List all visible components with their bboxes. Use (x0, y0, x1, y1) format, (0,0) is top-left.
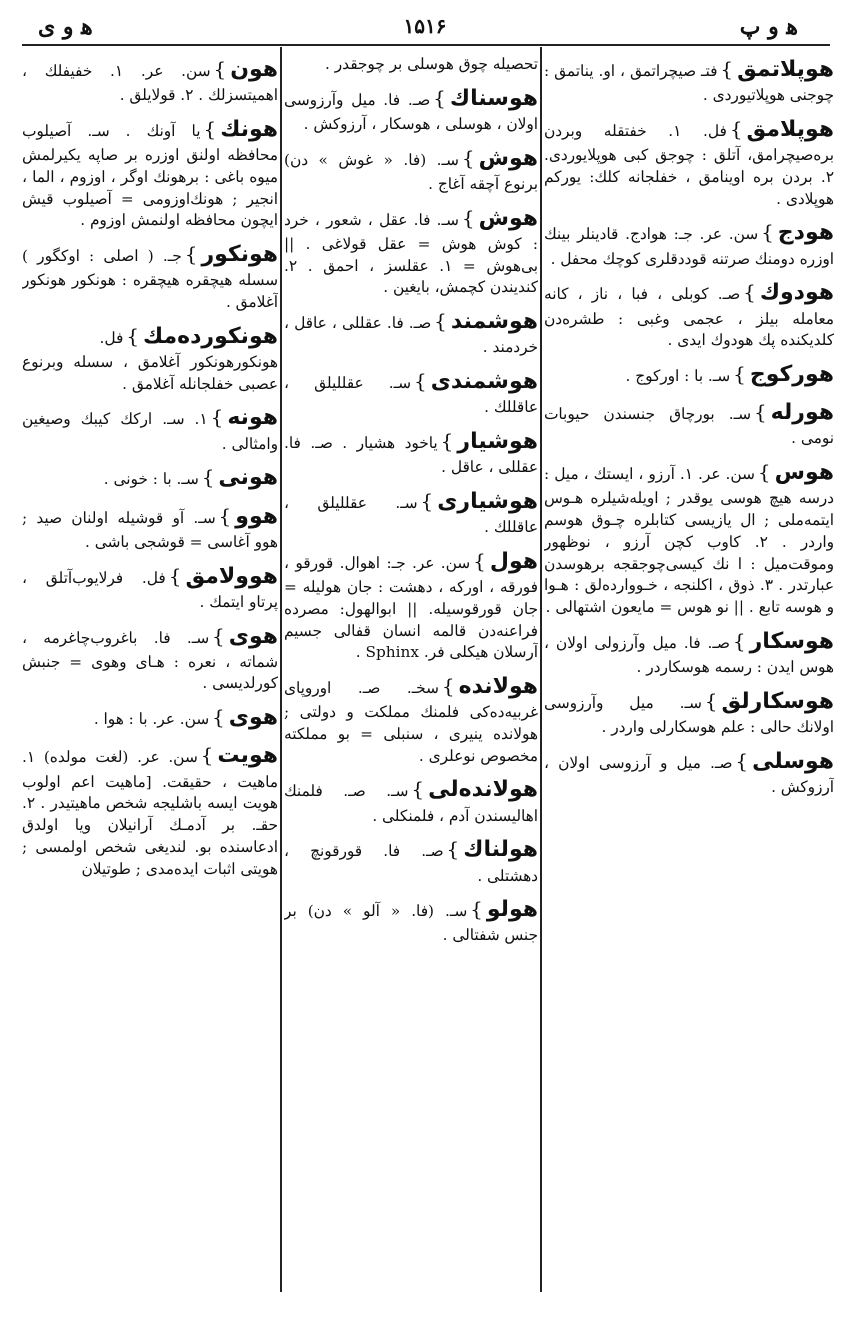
entry-brace: } (203, 116, 217, 141)
entry-headword: هونکورده‌مك (143, 323, 278, 349)
dictionary-entry (22, 740, 278, 880)
entry-headword: هوپلامق (746, 116, 834, 142)
entry-definition: صـ. میل و آرزوسی اولان ، آرزوکش . (544, 753, 834, 796)
entry-definition: سـ. عقللیلق ، عاقللك . (284, 493, 538, 537)
entry-headword: هوشیار (457, 428, 538, 454)
dictionary-entry (544, 217, 834, 270)
entry-brace: } (732, 628, 746, 653)
entry-definition: صـ. فا. قورقونچ ، دهشتلی . (284, 842, 538, 885)
entry-headword: هولانده‌لی (428, 777, 538, 803)
dictionary-entry (22, 54, 278, 107)
entry-headword: هونه (227, 405, 278, 431)
entry-headword: هولناك (463, 837, 538, 863)
dictionary-entry (544, 457, 834, 619)
entry-definition: سن. عر. جـ: اهوال. قورقو ، فورقه ، اورکه ، دهشت : جان هولیله = جان قورقوسیله. || ابوالهول: مصرده فراعنه‌دن قالمه انسان قفالی جسیم آرسلان هیکلی فر. Sphinx . (284, 553, 538, 662)
dictionary-entry (284, 54, 538, 76)
entry-headword: هونی (218, 465, 278, 491)
entry-definition: صـ. فا. میل وآرزوسی اولان ، هوسلی ، هوسکار ، آرزوکش . (284, 90, 538, 133)
entry-headword: هودوك (759, 280, 834, 306)
entry-headword: هویت (217, 743, 278, 769)
entry-definition: جـ. ( اصلی : اوکگور ) سسله هیچقره هیچقره : هونکور هونکور آغلامق . (22, 247, 278, 312)
entry-headword: هوی (228, 705, 278, 731)
entry-brace: } (212, 705, 225, 730)
entry-brace: } (461, 205, 475, 230)
entry-definition: ۱. سـ. ارکك کیبك وصیغین وامثالی . (22, 410, 278, 453)
entry-brace: } (433, 85, 446, 110)
dictionary-entry (284, 143, 538, 196)
header-left-guide-letters: ﻫ و ی (38, 14, 93, 40)
entry-headword: هودج (777, 220, 834, 246)
column-divider-left (280, 47, 282, 1292)
dictionary-entry (22, 402, 278, 455)
entry-brace: } (446, 837, 460, 862)
entry-definition: صـ. فا. میل وآرزولی اولان ، هوس ایدن : رسمه هوسکاردر . (544, 633, 834, 676)
entry-brace: } (411, 777, 425, 802)
entry-definition: سخـ. صـ. اوروپای غربیه‌ده‌کی فلمنك مملکت و دولتی ; هولانده ینیری ، سنبلی = بو مملکته مخصوص نوعلری . (284, 678, 538, 765)
dictionary-entry (284, 83, 538, 136)
entry-definition: یا آونك . سـ. آصیلوب محافظه اولنق اوزره بر صاپه یکیرلمش میوه باغی : برهونك اوگر ، اوزوم ، الما ، انجیر ; هونك‌اوزومی = آصیلوب قیش ایچون محافظه اولنمش اوزوم . (22, 121, 278, 230)
entry-definition: یاخود هشیار . صـ. فا. عقللی ، عاقل . (284, 433, 538, 477)
entry-brace: } (720, 57, 734, 81)
entry-brace: } (470, 897, 483, 922)
entry-headword: هورکوج (749, 361, 834, 387)
dictionary-entry (284, 774, 538, 827)
entry-definition: سن. عر. با : هوا . (93, 710, 210, 729)
dictionary-entry (284, 203, 538, 299)
entry-headword: هوسکارلق (721, 688, 834, 714)
entry-definition: صـ. فا. عقللی ، عاقل ، خردمند . (284, 314, 538, 357)
entry-brace: } (729, 116, 743, 141)
entry-headword: هوش (478, 145, 538, 171)
entry-headword: هوش (478, 205, 538, 231)
entry-brace: } (473, 548, 486, 573)
entry-definition: سن. عر. ۱. خفیفلك ، اهمیتسزلك . ۲. قولایلق . (22, 62, 278, 105)
entry-headword: هوشیاری (437, 488, 538, 514)
entry-definition: فل. فرلایوب‌آتلق ، پرتاو ایتمك . (22, 568, 278, 611)
entry-definition: سـ. (فا. « غوش » دن) برنوع آچقه آغاج . (284, 150, 538, 193)
entry-headword: هونك (220, 116, 278, 142)
dictionary-entry (22, 621, 278, 696)
entry-definition: سـ. عقللیلق ، عاقللك . (284, 373, 538, 417)
dictionary-entry (544, 277, 834, 352)
entry-brace: } (126, 323, 140, 348)
entry-headword: هوو (235, 503, 278, 529)
entry-definition: سن. عر. جـ: هوادج. قادینلر بینك اوزره دومنك صرتنه قوددقلری کوچك محفل . (544, 225, 834, 268)
entry-headword: هوی (228, 623, 278, 649)
entry-headword: هوشمندی (430, 368, 538, 394)
dictionary-entry (284, 366, 538, 419)
column-right (544, 54, 834, 1294)
entry-brace: } (440, 428, 454, 453)
entry-headword: هونکور (201, 242, 278, 268)
entry-definition: فتـ صیچراتمق ، او. یناتمق : چوجنی هوپلاتیوردی . (544, 62, 834, 105)
entry-definition: فل. ۱. خفتقله وبردن برەصیچرامق، آتلق : چوجق کبی هوپلایوردی. ۲. بردن بره اوینامق ، خفلجانه کلك: یورکم هوپلادی . (544, 121, 834, 208)
entry-definition: سن. عر. (لغت مولده) ۱. ماهیت ، حقیقت. [ماهیت اعم اولوب هویت ایسه باشلیجه شخص ماهیتیدر . ۲. حقـ. بر آدمـك آرانیلان ویا اولدق ادعاسنده بو. لندیغی شخص اولمسی ; هویتی اثبات ایده‌مدی ; طوتیلان (22, 748, 278, 878)
dictionary-entry (22, 702, 278, 733)
entry-headword: هوشمند (450, 309, 538, 335)
dictionary-entry (544, 114, 834, 210)
dictionary-entry (544, 686, 834, 739)
entry-brace: } (212, 623, 225, 648)
dictionary-entry (22, 501, 278, 554)
entry-brace: } (743, 280, 756, 305)
entry-brace: } (753, 400, 767, 425)
entry-definition: سـ. (فا. « آلو » دن) بر جنس شفتالی . (284, 902, 538, 945)
entry-brace: } (733, 361, 746, 386)
dictionary-entry (284, 306, 538, 359)
entry-headword: هولو (486, 897, 538, 923)
entry-headword: هون (230, 57, 278, 82)
entry-brace: } (201, 465, 215, 490)
entry-brace: } (213, 57, 227, 81)
entry-brace: } (168, 563, 182, 588)
dictionary-entry (284, 486, 538, 539)
entry-headword: هوس (774, 460, 834, 486)
entry-brace: } (218, 503, 232, 528)
entry-definition: سـ. فا. باغرو‌ب‌چاغرمه ، شماته ، نعره : هـای وهوی = جنبش کورلدیسی . (22, 628, 278, 693)
entry-definition: تحصیله چوق هوسلی بر چوجقدر . (325, 55, 538, 73)
entry-headword: هوسکار (749, 628, 834, 654)
entry-brace: } (441, 673, 455, 698)
entry-headword: هوسناك (449, 85, 538, 111)
entry-headword: هوسلی (752, 748, 834, 774)
dictionary-entry (284, 546, 538, 664)
dictionary-entry (284, 671, 538, 767)
header-rule (22, 44, 830, 46)
dictionary-entry (22, 114, 278, 232)
dictionary-entry (544, 359, 834, 390)
entry-definition: صـ. کوبلی ، فبا ، ناز ، کانه معامله بیلز ، عجمی وغبی : طشره‌دن کلدیکنده پك هودوك ایدی . (544, 285, 834, 350)
dictionary-entry (544, 626, 834, 679)
entry-headword: هوپلاتمق (737, 57, 834, 82)
column-left (22, 54, 278, 1294)
entry-brace: } (184, 242, 198, 267)
dictionary-entry (22, 561, 278, 614)
dictionary-entry (22, 462, 278, 493)
entry-brace: } (434, 309, 447, 334)
entry-definition: سـ. با : اورکوج . (625, 366, 731, 385)
entry-brace: } (735, 748, 749, 773)
entry-brace: } (200, 743, 214, 768)
entry-brace: } (210, 405, 224, 430)
entry-definition: سـ. بورچاق جنسندن حیوبات نومی . (544, 405, 834, 448)
dictionary-entry (544, 54, 834, 107)
dictionary-entry (544, 397, 834, 450)
dictionary-entry (284, 834, 538, 887)
entry-definition: سـ. صـ. فلمنك اهالیسندن آدم ، فلمنکلی . (284, 782, 538, 825)
entry-headword: هول (489, 548, 538, 574)
entry-definition: سـ. فا. عقل ، شعور ، خرد : کوش هوش = عقل قولاغی . || بی‌هوش = ۱. عقلسز ، احمق . ۲. کندیندن کچمش، بایغین . (284, 210, 538, 297)
entry-headword: هولانده (458, 673, 538, 699)
entry-headword: هورله (770, 400, 834, 426)
entry-definition: سـ. میل وآرزوسی اولانك حالی : علم هوسکارلی واردر . (544, 693, 834, 736)
dictionary-entry (284, 426, 538, 479)
entry-definition: سـ. آو قوشیله اولنان صید ; هوو آغاسی = قوشجی باشی . (22, 508, 278, 551)
entry-brace: } (420, 488, 434, 513)
dictionary-entry (22, 321, 278, 396)
dictionary-entry (544, 746, 834, 799)
dictionary-entry (284, 894, 538, 947)
column-divider-right (540, 47, 542, 1292)
header-right-guide-letters: ﻫ و پ (739, 14, 798, 40)
entry-headword: هوولامق (185, 563, 278, 589)
entry-brace: } (704, 688, 718, 713)
entry-definition: سـ. با : خونی . (103, 470, 199, 489)
dictionary-entry (22, 239, 278, 314)
entry-definition: فل. هونکورهونکور آغلامق ، سسله وبرنوع عصبی خفلجانله آغلامق . (22, 328, 278, 393)
entry-brace: } (761, 220, 774, 245)
entry-brace: } (461, 145, 475, 170)
column-middle (284, 54, 538, 1294)
entry-brace: } (757, 460, 771, 485)
page-number: ۱۵۱۶ (403, 14, 447, 38)
entry-definition: سن. عر. ۱. آرزو ، ایستك ، میل : درسه هیچ هوسی یوقدر ; اویله‌شیلره هـوس ایتمه‌ملی ; ال یازیسی کتابلره چـوق هوسم واردر . ۲. کاوب کچن آرزو ، نوظهور وموقت‌میل : ا نك کیسی‌چوجقجه برهوسدن عبارتدر . ۳. ذوق ، اکلنجه ، خـووارده‌لق : هـوا و هوسه تابع . || نو هوس = مایعون اشتهالی . (544, 465, 834, 616)
entry-brace: } (413, 368, 427, 393)
